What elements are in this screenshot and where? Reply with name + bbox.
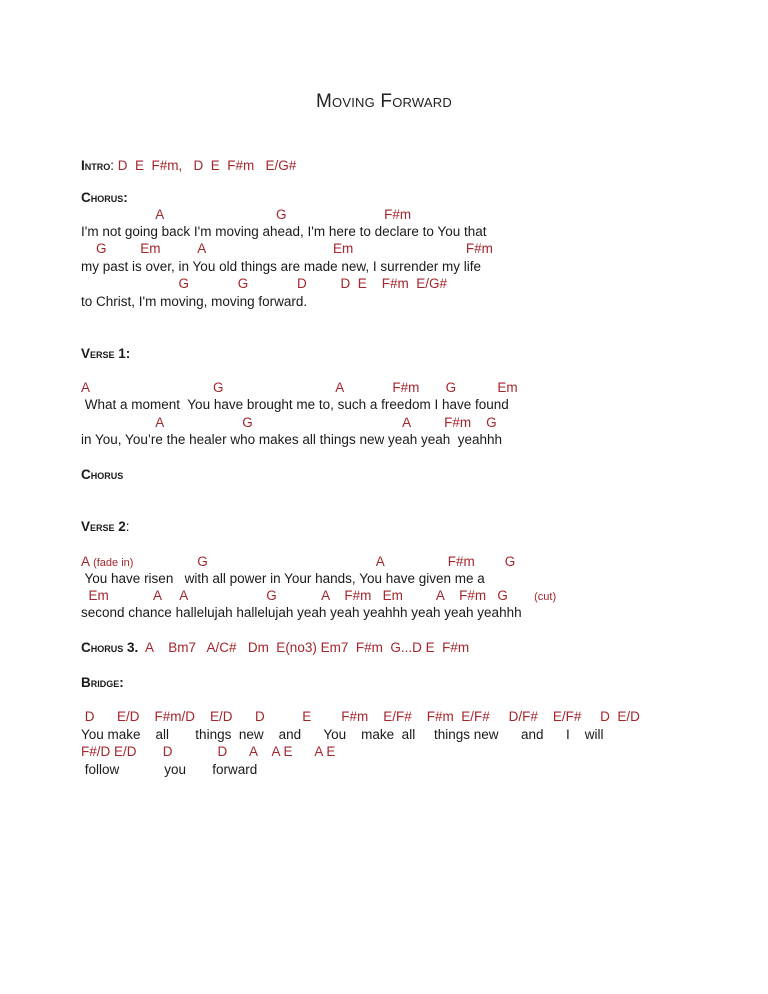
chorus3-line (81, 639, 469, 656)
bridge-lyric-line-1: You make all things new and You make all things new and I will (81, 727, 604, 742)
intro-line (81, 157, 296, 174)
verse2-chord-rest: G A F#m G (133, 554, 516, 569)
chorus3-label: Chorus 3. (81, 640, 139, 655)
verse1-chord-line-2: A G A F#m G (81, 415, 497, 430)
verse2-label: Verse 2 (81, 519, 126, 534)
verse1-lyric-line-1: What a moment You have brought me to, such a freedom I have found (81, 397, 509, 412)
chorus3-chords: A Bm7 A/C# Dm E(no3) Em7 F#m G...D E F#m (138, 640, 470, 655)
verse2-lyric-line-2: second chance hallelujah hallelujah yeah yeah yeahhh yeah yeah yeahhh (81, 605, 522, 620)
chorus-lyric-line-1: I'm not going back I'm moving ahead, I'm here to declare to You that (81, 224, 487, 239)
page-title: Moving Forward (316, 91, 452, 112)
verse2-heading (81, 518, 130, 535)
chorus-chord-line-3: G G D D E F#m E/G# (81, 276, 448, 291)
cut-note: (cut) (534, 591, 557, 603)
verse1-lyric-line-2: in You, You’re the healer who makes all things new yeah yeah yeahhh (81, 432, 503, 447)
bridge-heading: Bridge: (81, 675, 124, 690)
fade-in-note: (fade in) (90, 557, 134, 569)
verse2-label-colon: : (125, 519, 130, 534)
chorus-chord-line-1: A G F#m (81, 207, 412, 222)
chorus-reference: Chorus (81, 467, 124, 482)
chorus-lyric-line-3: to Christ, I'm moving, moving forward. (81, 294, 308, 309)
verse2-chords-2: Em A A G A F#m Em A F#m G (81, 588, 535, 603)
verse1-heading: Verse 1: (81, 346, 131, 361)
bridge-lyric-line-2: follow you forward (81, 762, 258, 777)
chorus-heading: Chorus: (81, 190, 128, 205)
bridge-chord-line-2: F#/D E/D D D A A E A E (81, 744, 336, 759)
intro-separator: : (110, 158, 118, 173)
intro-label: Intro (81, 158, 111, 173)
chorus-chord-line-2: G Em A Em F#m (81, 241, 493, 256)
bridge-chord-line-1: D E/D F#m/D E/D D E F#m E/F# F#m E/F# D/F# E/F# D E/D (81, 709, 640, 724)
verse1-chord-line-1: A G A F#m G Em (81, 380, 518, 395)
verse2-chord-first: A (81, 554, 91, 569)
intro-chords: D E F#m, D E F#m E/G# (117, 158, 297, 173)
chorus-lyric-line-2: my past is over, in You old things are made new, I surrender my life (81, 259, 481, 274)
verse2-lyric-line-1: You have risen with all power in Your hands, You have given me a (81, 571, 485, 586)
